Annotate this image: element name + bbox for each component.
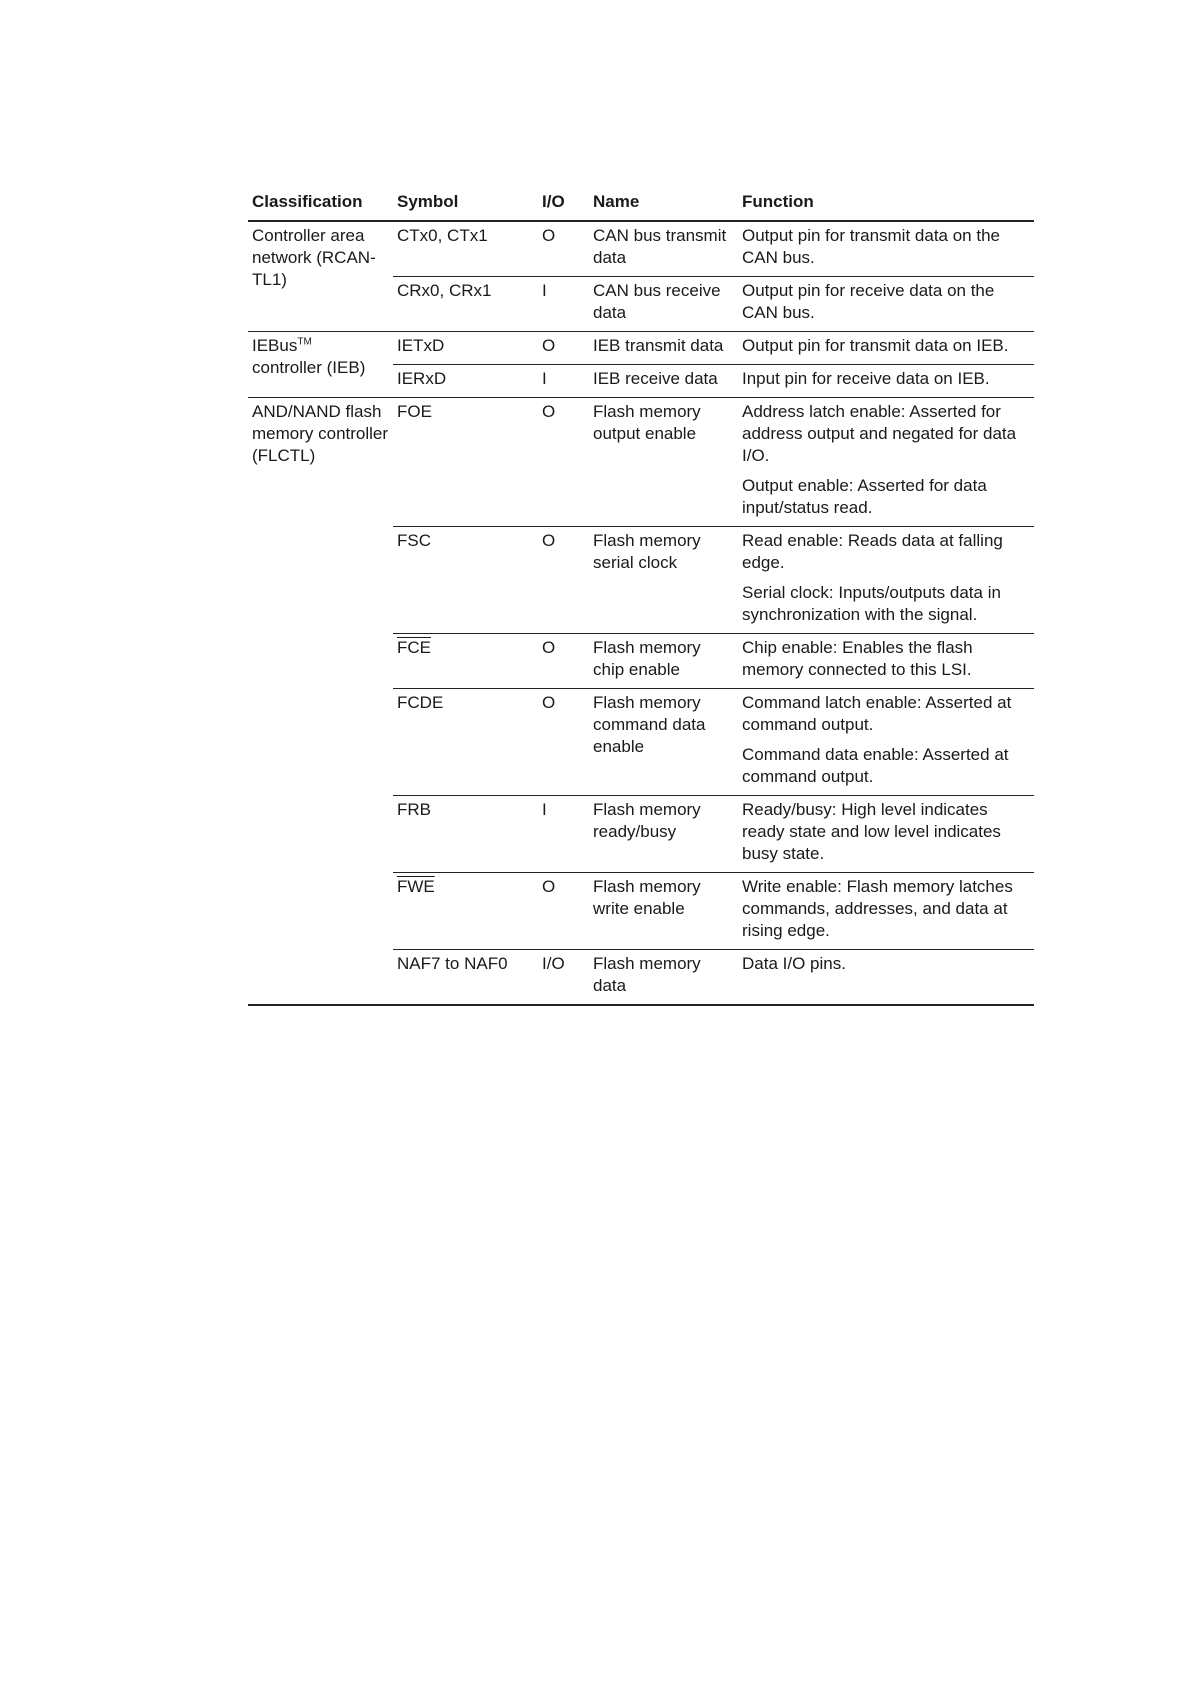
symbol-cell: CRx0, CRx1 [393, 277, 538, 332]
function-cell [738, 689, 1034, 796]
function-cell [738, 365, 1034, 398]
function-cell [738, 950, 1034, 1006]
header-function: Function [738, 188, 1034, 221]
function-cell [738, 221, 1034, 277]
name-cell: CAN bus transmit data [593, 226, 727, 267]
function-text: Read enable: Reads data at falling edge. [742, 531, 1003, 572]
symbol-cell: CTx0, CTx1 [397, 226, 488, 245]
symbol-cell: FCDE [393, 689, 538, 796]
function-text: Input pin for receive data on IEB. [742, 369, 990, 388]
symbol-cell: NAF7 to NAF0 [393, 950, 538, 1006]
table-row [248, 221, 1034, 277]
symbol-cell: IETxD [393, 332, 538, 365]
name-cell: Flash memory ready/busy [589, 796, 738, 873]
function-cell [738, 634, 1034, 689]
table-header [248, 188, 1034, 221]
name-cell: CAN bus receive data [589, 277, 738, 332]
symbol-cell: FSC [393, 527, 538, 634]
io-cell: I [538, 796, 589, 873]
io-cell: O [538, 873, 589, 950]
name-cell: Flash memory serial clock [589, 527, 738, 634]
function-text: Write enable: Flash memory latches commands, addresses, and data at rising edge. [742, 877, 1013, 940]
function-text: Address latch enable: Asserted for address output and negated for data I/O. [742, 402, 1017, 465]
classification-cell: IEBus™ controller (IEB) [248, 332, 393, 398]
header-classification: Classification [248, 188, 393, 221]
io-cell: O [538, 689, 589, 796]
name-cell: IEB receive data [589, 365, 738, 398]
function-text: Ready/busy: High level indicates ready state and low level indicates busy state. [742, 800, 1001, 863]
header-io: I/O [538, 188, 589, 221]
symbol-cell: $\overline{FCE}$ [393, 634, 538, 689]
io-cell: I/O [538, 950, 589, 1006]
function-cell [738, 527, 1034, 634]
pin-function-table [248, 188, 1034, 1006]
function-text: Output enable: Asserted for data input/status read. [742, 476, 987, 517]
header-symbol: Symbol [393, 188, 538, 221]
function-cell [738, 398, 1034, 527]
name-cell: Flash memory chip enable [589, 634, 738, 689]
function-text: Chip enable: Enables the flash memory connected to this LSI. [742, 638, 973, 679]
symbol-cell: FOE [393, 398, 538, 527]
name-cell: Flash memory write enable [589, 873, 738, 950]
io-cell: O [538, 634, 589, 689]
symbol-cell: IERxD [393, 365, 538, 398]
function-text: Command latch enable: Asserted at command output. [742, 693, 1012, 734]
io-cell: O [542, 226, 556, 245]
function-cell [738, 873, 1034, 950]
symbol-cell: FRB [393, 796, 538, 873]
name-cell: Flash memory command data enable [589, 689, 738, 796]
io-cell: I [538, 277, 589, 332]
symbol-cell: $\overline{FWE}$ [393, 873, 538, 950]
table-body [248, 221, 1034, 1005]
function-text: Output pin for receive data on the CAN bus. [742, 281, 995, 322]
classification-cell: Controller area network (RCAN-TL1) [252, 226, 376, 289]
function-text: Data I/O pins. [742, 954, 846, 973]
classification-cell: AND/NAND flash memory controller (FLCTL) [248, 398, 393, 1006]
header-row [248, 188, 1034, 221]
function-text: Command data enable: Asserted at command output. [742, 745, 1009, 786]
io-cell: O [538, 527, 589, 634]
table-row [248, 332, 1034, 365]
io-cell: I [538, 365, 589, 398]
name-cell: Flash memory output enable [589, 398, 738, 527]
io-cell: O [538, 332, 589, 365]
io-cell: O [538, 398, 589, 527]
name-cell: Flash memory data [589, 950, 738, 1006]
function-text: Output pin for transmit data on IEB. [742, 336, 1009, 355]
name-cell: IEB transmit data [589, 332, 738, 365]
function-cell [738, 277, 1034, 332]
function-text: Output pin for transmit data on the CAN bus. [742, 226, 1000, 267]
function-text: Serial clock: Inputs/outputs data in synchronization with the signal. [742, 583, 1001, 624]
table-row [248, 398, 1034, 527]
header-name: Name [589, 188, 738, 221]
function-cell [738, 332, 1034, 365]
function-cell [738, 796, 1034, 873]
